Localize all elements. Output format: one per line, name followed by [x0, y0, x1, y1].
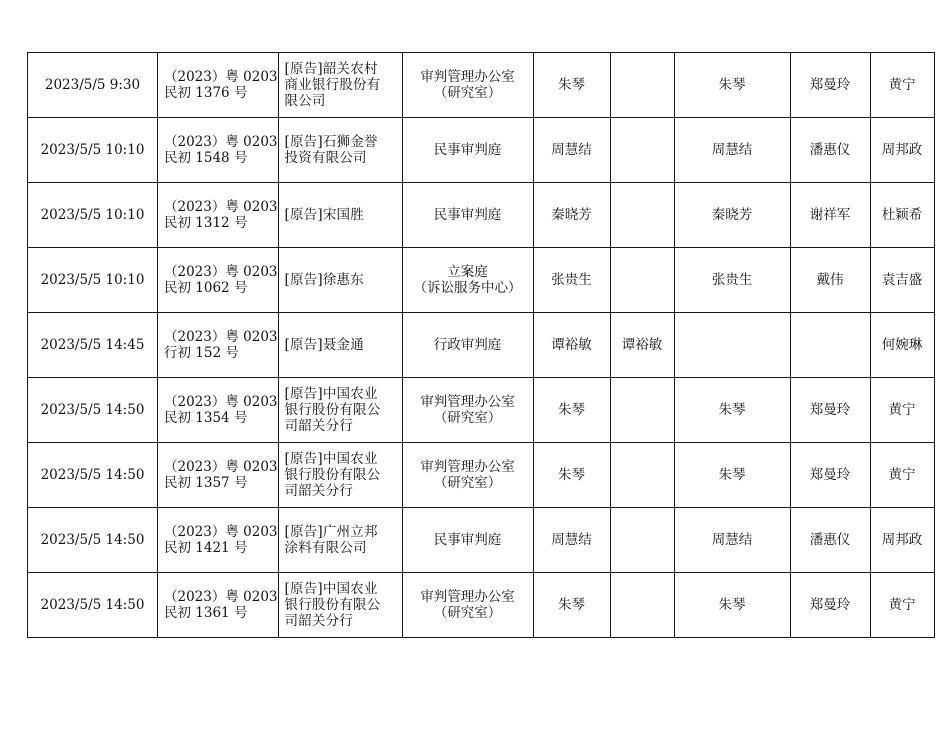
clerk-cell: [870, 53, 934, 118]
party-line: 司韶关分行: [284, 613, 354, 629]
department-cell: [402, 118, 533, 183]
party-line: 银行股份有限公: [284, 597, 381, 613]
panel-member-text: 郑曼玲: [809, 467, 851, 483]
presiding-judge-cell: [610, 53, 674, 118]
hearing-datetime-text: 2023/5/5 9:30: [44, 77, 141, 93]
table-row: [28, 378, 935, 443]
panel-member-text: 戴伟: [816, 272, 844, 288]
hearing-datetime-cell: [28, 248, 158, 313]
hearing-datetime-text: 2023/5/5 14:50: [40, 402, 145, 418]
department-line: （诉讼服务中心）: [413, 280, 522, 296]
case-number-line: （2023）粤 0203: [164, 524, 278, 540]
clerk-text: 周邦政: [881, 532, 923, 548]
judge-text: 周慧结: [551, 532, 592, 548]
panel-member-cell: [790, 183, 870, 248]
table-row: [28, 248, 935, 313]
clerk-cell: [870, 378, 934, 443]
hearing-datetime-text: 2023/5/5 10:10: [40, 272, 145, 288]
party-cell: [278, 573, 402, 638]
department-cell: [402, 573, 533, 638]
panel-member-text: 郑曼玲: [809, 597, 851, 613]
case-number-line: （2023）粤 0203: [164, 264, 278, 280]
judge-cell: [533, 53, 610, 118]
department-line: （研究室）: [433, 605, 502, 621]
panel-member-cell: [790, 313, 870, 378]
clerk-text: 周邦政: [881, 142, 923, 158]
case-number-line: 民初 1354 号: [164, 410, 248, 426]
hearing-datetime-text: 2023/5/5 10:10: [40, 142, 145, 158]
department-line: （研究室）: [433, 410, 502, 426]
party-line: [原告]石狮金誉: [284, 134, 378, 150]
party-cell: [278, 183, 402, 248]
clerk-text: 黄宁: [888, 77, 916, 93]
party-cell: [278, 248, 402, 313]
table-row: [28, 118, 935, 183]
hearing-datetime-cell: [28, 378, 158, 443]
panel-member-text: 谢祥军: [809, 207, 851, 223]
judge-text: 秦晓芳: [551, 207, 592, 223]
case-number-line: 民初 1357 号: [164, 475, 248, 491]
undertaking-judge-cell: [674, 443, 790, 508]
hearing-datetime-text: 2023/5/5 10:10: [40, 207, 145, 223]
judge-text: 朱琴: [558, 77, 586, 93]
undertaking-judge-text: 朱琴: [718, 77, 746, 93]
case-number-cell: [158, 313, 279, 378]
department-cell: [402, 183, 533, 248]
panel-member-cell: [790, 378, 870, 443]
party-line: [原告]韶关农村: [284, 61, 378, 77]
undertaking-judge-cell: [674, 573, 790, 638]
hearing-datetime-text: 2023/5/5 14:50: [40, 532, 145, 548]
hearing-datetime-cell: [28, 53, 158, 118]
party-cell: [278, 53, 402, 118]
presiding-judge-cell: [610, 248, 674, 313]
undertaking-judge-cell: [674, 248, 790, 313]
undertaking-judge-text: 朱琴: [718, 402, 746, 418]
hearing-schedule-body: [28, 53, 935, 638]
table-row: [28, 183, 935, 248]
undertaking-judge-text: 朱琴: [718, 597, 746, 613]
party-line: 司韶关分行: [284, 418, 354, 434]
undertaking-judge-text: 张贵生: [711, 272, 753, 288]
case-number-line: （2023）粤 0203: [164, 329, 278, 345]
undertaking-judge-cell: [674, 313, 790, 378]
judge-cell: [533, 573, 610, 638]
hearing-datetime-cell: [28, 313, 158, 378]
panel-member-text: 郑曼玲: [809, 402, 851, 418]
undertaking-judge-cell: [674, 378, 790, 443]
party-cell: [278, 508, 402, 573]
presiding-judge-text: 谭裕敏: [621, 337, 663, 353]
panel-member-cell: [790, 53, 870, 118]
case-number-line: 民初 1548 号: [164, 150, 248, 166]
undertaking-judge-text: 周慧结: [711, 142, 753, 158]
judge-text: 谭裕敏: [551, 337, 592, 353]
case-number-cell: [158, 118, 279, 183]
department-line: 民事审判庭: [433, 142, 502, 158]
party-line: 限公司: [284, 93, 326, 109]
department-line: 民事审判庭: [433, 532, 502, 548]
hearing-datetime-cell: [28, 118, 158, 183]
judge-cell: [533, 378, 610, 443]
department-line: 民事审判庭: [433, 207, 502, 223]
judge-cell: [533, 508, 610, 573]
panel-member-cell: [790, 118, 870, 183]
table-row: [28, 313, 935, 378]
case-number-line: 民初 1421 号: [164, 540, 248, 556]
table-row: [28, 53, 935, 118]
hearing-datetime-cell: [28, 573, 158, 638]
clerk-cell: [870, 183, 934, 248]
case-number-line: （2023）粤 0203: [164, 69, 278, 85]
case-number-cell: [158, 508, 279, 573]
hearing-datetime-cell: [28, 508, 158, 573]
clerk-text: 袁吉盛: [881, 272, 923, 288]
department-line: 行政审判庭: [433, 337, 502, 353]
department-line: （研究室）: [433, 85, 502, 101]
panel-member-cell: [790, 443, 870, 508]
presiding-judge-cell: [610, 118, 674, 183]
hearing-datetime-cell: [28, 443, 158, 508]
case-number-line: （2023）粤 0203: [164, 589, 278, 605]
hearing-datetime-text: 2023/5/5 14:50: [40, 467, 145, 483]
party-line: 司韶关分行: [284, 483, 354, 499]
party-line: [原告]聂金通: [284, 337, 364, 353]
clerk-text: 黄宁: [888, 467, 916, 483]
judge-cell: [533, 443, 610, 508]
department-line: 审判管理办公室: [420, 69, 515, 85]
presiding-judge-cell: [610, 313, 674, 378]
panel-member-text: 潘惠仪: [809, 142, 851, 158]
case-number-cell: [158, 183, 279, 248]
panel-member-text: 郑曼玲: [809, 77, 851, 93]
party-line: 涂料有限公司: [284, 540, 367, 556]
clerk-cell: [870, 443, 934, 508]
undertaking-judge-cell: [674, 508, 790, 573]
case-number-cell: [158, 378, 279, 443]
department-cell: [402, 248, 533, 313]
party-line: [原告]徐惠东: [284, 272, 364, 288]
hearing-datetime-cell: [28, 183, 158, 248]
party-cell: [278, 378, 402, 443]
case-number-line: 行初 152 号: [164, 345, 239, 361]
party-line: [原告]中国农业: [284, 581, 378, 597]
clerk-cell: [870, 573, 934, 638]
case-number-line: （2023）粤 0203: [164, 394, 278, 410]
case-number-cell: [158, 443, 279, 508]
clerk-cell: [870, 508, 934, 573]
presiding-judge-cell: [610, 183, 674, 248]
judge-cell: [533, 248, 610, 313]
clerk-cell: [870, 118, 934, 183]
hearing-datetime-text: 2023/5/5 14:50: [40, 597, 145, 613]
table-row: [28, 508, 935, 573]
department-cell: [402, 378, 533, 443]
panel-member-cell: [790, 573, 870, 638]
presiding-judge-cell: [610, 508, 674, 573]
case-number-line: 民初 1376 号: [164, 85, 248, 101]
department-cell: [402, 443, 533, 508]
department-line: （研究室）: [433, 475, 502, 491]
judge-text: 周慧结: [551, 142, 592, 158]
department-cell: [402, 313, 533, 378]
undertaking-judge-text: 周慧结: [711, 532, 753, 548]
panel-member-cell: [790, 248, 870, 313]
presiding-judge-cell: [610, 573, 674, 638]
party-line: 银行股份有限公: [284, 402, 381, 418]
party-line: 投资有限公司: [284, 150, 367, 166]
case-number-cell: [158, 573, 279, 638]
case-number-line: （2023）粤 0203: [164, 199, 278, 215]
department-line: 审判管理办公室: [420, 394, 515, 410]
clerk-text: 杜颖希: [881, 207, 923, 223]
judge-text: 朱琴: [558, 402, 586, 418]
judge-cell: [533, 118, 610, 183]
party-line: 商业银行股份有: [284, 77, 381, 93]
party-cell: [278, 313, 402, 378]
party-line: 银行股份有限公: [284, 467, 381, 483]
judge-text: 张贵生: [551, 272, 592, 288]
case-number-line: 民初 1361 号: [164, 605, 248, 621]
judge-cell: [533, 313, 610, 378]
case-number-line: 民初 1312 号: [164, 215, 248, 231]
party-line: [原告]中国农业: [284, 451, 378, 467]
department-cell: [402, 508, 533, 573]
judge-text: 朱琴: [558, 597, 586, 613]
case-number-line: （2023）粤 0203: [164, 134, 278, 150]
party-cell: [278, 443, 402, 508]
hearing-schedule-table: [27, 52, 935, 638]
clerk-text: 黄宁: [888, 597, 916, 613]
case-number-cell: [158, 248, 279, 313]
table-row: [28, 443, 935, 508]
presiding-judge-cell: [610, 443, 674, 508]
case-number-line: 民初 1062 号: [164, 280, 248, 296]
case-number-line: （2023）粤 0203: [164, 459, 278, 475]
department-line: 审判管理办公室: [420, 459, 515, 475]
department-line: 立案庭: [447, 264, 488, 280]
panel-member-text: 潘惠仪: [809, 532, 851, 548]
undertaking-judge-text: 朱琴: [718, 467, 746, 483]
undertaking-judge-cell: [674, 183, 790, 248]
clerk-text: 何婉琳: [881, 337, 923, 353]
party-line: [原告]广州立邦: [284, 524, 378, 540]
party-cell: [278, 118, 402, 183]
table-row: [28, 573, 935, 638]
clerk-cell: [870, 248, 934, 313]
clerk-cell: [870, 313, 934, 378]
case-number-cell: [158, 53, 279, 118]
clerk-text: 黄宁: [888, 402, 916, 418]
party-line: [原告]宋国胜: [284, 207, 364, 223]
department-cell: [402, 53, 533, 118]
undertaking-judge-cell: [674, 118, 790, 183]
presiding-judge-cell: [610, 378, 674, 443]
department-line: 审判管理办公室: [420, 589, 515, 605]
undertaking-judge-cell: [674, 53, 790, 118]
hearing-datetime-text: 2023/5/5 14:45: [40, 337, 145, 353]
party-line: [原告]中国农业: [284, 386, 378, 402]
judge-cell: [533, 183, 610, 248]
undertaking-judge-text: 秦晓芳: [711, 207, 753, 223]
judge-text: 朱琴: [558, 467, 586, 483]
panel-member-cell: [790, 508, 870, 573]
